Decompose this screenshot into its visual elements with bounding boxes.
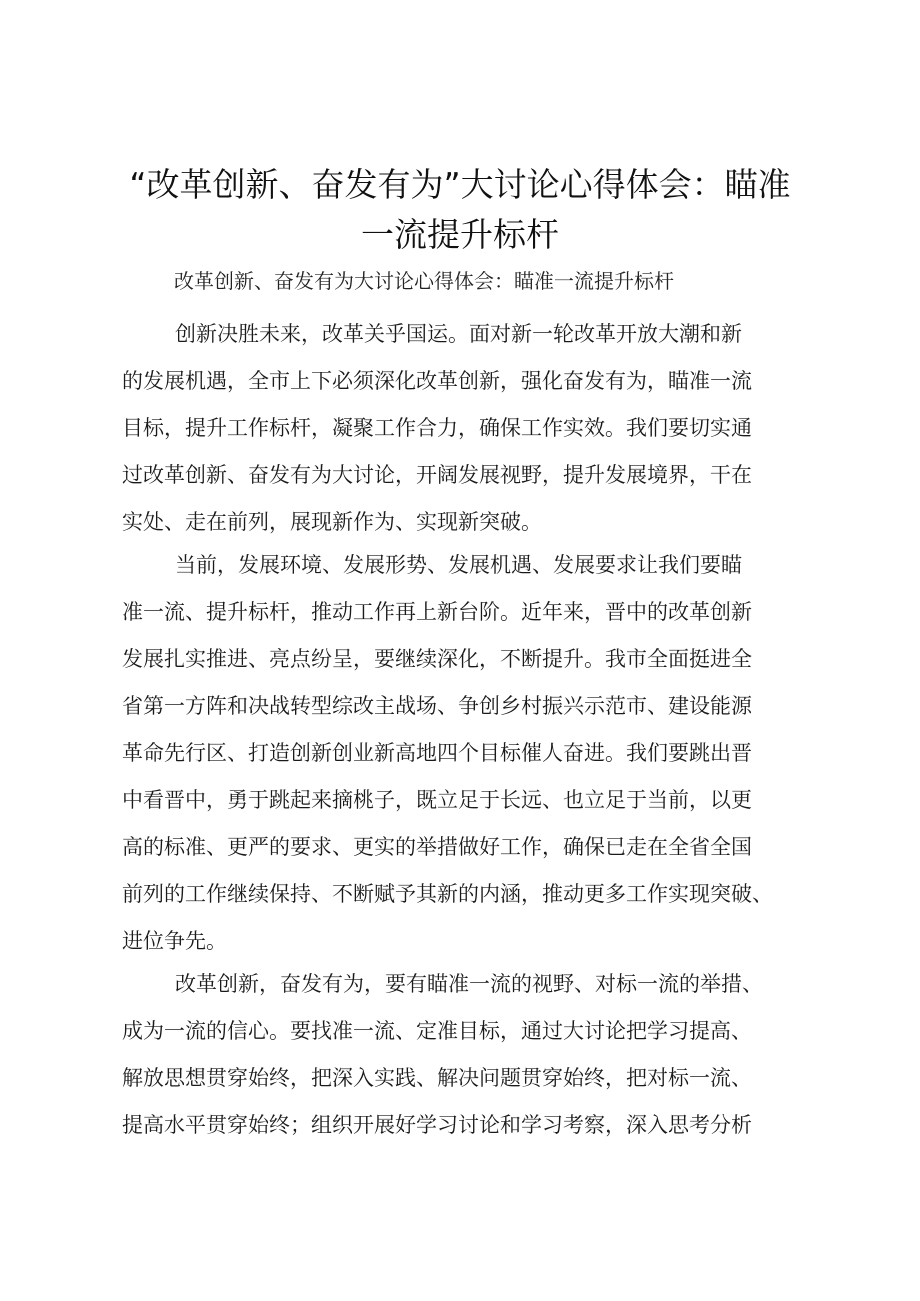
paragraph-line: 准一流、提升标杆，推动工作再上新台阶。近年来，晋中的改革创新: [122, 600, 752, 624]
paragraph-line: 的发展机遇，全市上下必须深化改革创新，强化奋发有为，瞄准一流: [122, 369, 752, 393]
paragraph-3: [122, 961, 763, 1149]
document-subtitle: 改革创新、奋发有为大讨论心得体会：瞄准一流提升标杆: [174, 269, 674, 293]
document-title: [110, 160, 810, 260]
paragraph-line: 省第一方阵和决战转型综改主战场、争创乡村振兴示范市、建设能源: [122, 694, 752, 718]
paragraph-line: 中看晋中，勇于跳起来摘桃子，既立足于长远、也立足于当前，以更: [122, 788, 752, 812]
paragraph-line: 创新决胜未来，改革关乎国运。面对新一轮改革开放大潮和新: [175, 322, 742, 346]
paragraph-line: 成为一流的信心。要找准一流、定准目标，通过大讨论把学习提高、: [122, 1019, 752, 1043]
paragraph-line: 过改革创新、奋发有为大讨论，开阔发展视野，提升发展境界，干在: [122, 463, 752, 487]
paragraph-line: 进位争先。: [122, 929, 227, 953]
paragraph-line: 发展扎实推进、亮点纷呈，要继续深化，不断提升。我市全面挺进全: [122, 647, 752, 671]
paragraph-line: 当前，发展环境、发展形势、发展机遇、发展要求让我们要瞄: [175, 553, 742, 577]
paragraph-line: 高的标准、更严的要求、更实的举措做好工作，确保已走在全省全国: [122, 835, 752, 859]
paragraph-line: 改革创新，奋发有为，要有瞄准一流的视野、对标一流的举措、: [175, 972, 763, 996]
paragraph-line: 解放思想贯穿始终，把深入实践、解决问题贯穿始终，把对标一流、: [122, 1066, 752, 1090]
paragraph-line: 前列的工作继续保持、不断赋予其新的内涵，推动更多工作实现突破、: [122, 882, 773, 906]
paragraph-line: 革命先行区、打造创新创业新高地四个目标催人奋进。我们要跳出晋: [122, 741, 752, 765]
paragraph-1: [122, 311, 752, 546]
paragraph-line: 提高水平贯穿始终；组织开展好学习讨论和学习考察，深入思考分析: [122, 1113, 752, 1137]
paragraph-line: 实处、走在前列，展现新作为、实现新突破。: [122, 510, 542, 534]
paragraph-2: [122, 542, 773, 965]
title-line: 一流提升标杆: [361, 215, 559, 254]
title-line: “改革创新、奋发有为”大讨论心得体会：瞄准: [129, 165, 791, 204]
paragraph-line: 目标，提升工作标杆，凝聚工作合力，确保工作实效。我们要切实通: [122, 416, 752, 440]
